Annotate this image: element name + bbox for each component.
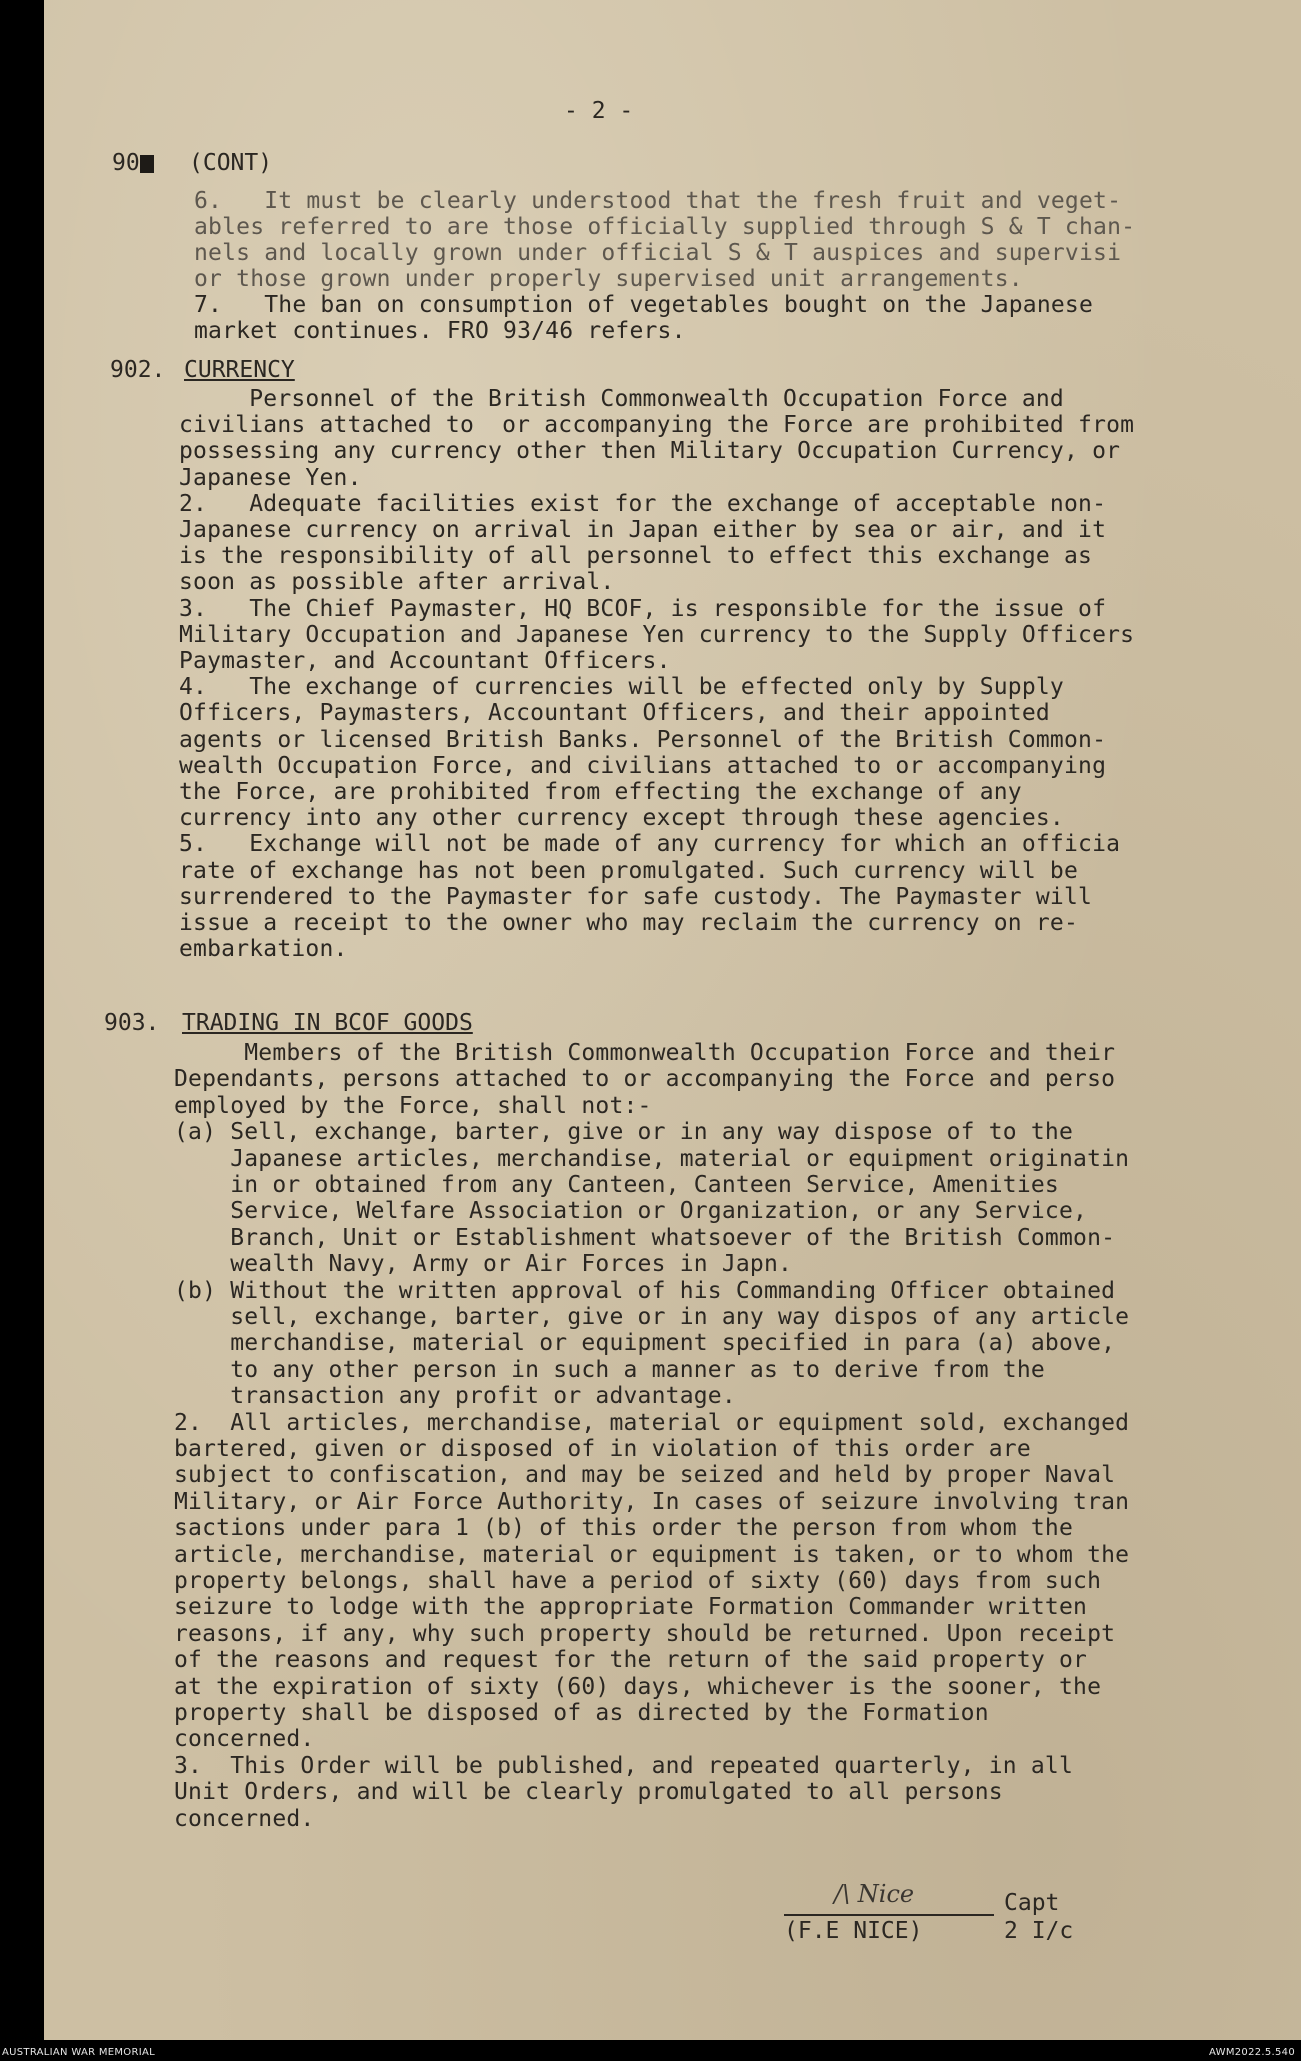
text-line: Officers, Paymasters, Accountant Officers, and their appointed: [179, 700, 1050, 727]
text-line: market continues. FRO 93/46 refers.: [194, 318, 686, 344]
signature-rank: Capt: [1004, 1890, 1060, 1916]
section-903-title: TRADING IN BCOF GOODS: [182, 1010, 473, 1036]
text-line: Japanese currency on arrival in Japan either by sea or air, and it: [179, 517, 1107, 543]
text-line: to any other person in such a manner as to derive from the: [174, 1356, 1045, 1383]
text-line: merchandise, material or equipment specified in para (a) above,: [174, 1330, 1116, 1357]
text-line: Branch, Unit or Establishment whatsoever of the British Common-: [174, 1224, 1116, 1251]
signature-underline: [784, 1914, 994, 1916]
section-902-title: CURRENCY: [184, 357, 295, 383]
document-page: [44, 0, 1301, 2040]
text-line: bartered, given or disposed of in violation of this order are: [174, 1436, 1031, 1462]
text-line: Military Occupation and Japanese Yen currency to the Supply Officers: [179, 621, 1135, 648]
text-line: of the reasons and request for the return of the said property or: [174, 1647, 1088, 1674]
text-line: 6. It must be clearly understood that the fresh fruit and veget-: [194, 188, 1122, 214]
text-line: surrendered to the Paymaster for safe custody. The Paymaster will: [179, 883, 1093, 910]
text-line: currency into any other currency except through these agencies.: [179, 805, 1064, 832]
text-line: wealth Occupation Force, and civilians attached to or accompanying: [179, 752, 1107, 779]
text-line: Service, Welfare Association or Organization, or any Service,: [174, 1198, 1088, 1225]
text-line: sell, exchange, barter, give or in any way dispos of any article: [174, 1304, 1130, 1330]
text-line: transaction any profit or advantage.: [174, 1383, 736, 1410]
text-line: (a) Sell, exchange, barter, give or in any way dispose of to the: [174, 1119, 1074, 1146]
text-line: ables referred to are those officially supplied through S & T chan-: [194, 214, 1136, 240]
text-line: 2. All articles, merchandise, material or equipment sold, exchanged: [174, 1409, 1130, 1436]
cont-heading: (CONT): [189, 150, 273, 176]
text-line: 5. Exchange will not be made of any currency for which an officia: [179, 831, 1121, 858]
text-line: concerned.: [174, 1805, 315, 1832]
text-line: property shall be disposed of as directed by the Formation: [174, 1700, 989, 1726]
text-line: 2. Adequate facilities exist for the exchange of acceptable non-: [179, 490, 1107, 517]
text-line: issue a receipt to the owner who may reclaim the currency on re-: [179, 910, 1079, 936]
text-line: civilians attached to or accompanying the Force are prohibited from: [179, 412, 1135, 439]
text-line: 4. The exchange of currencies will be effected only by Supply: [179, 674, 1064, 701]
footer-left: AUSTRALIAN WAR MEMORIAL: [2, 2047, 155, 2058]
text-line: Members of the British Commonwealth Occupation Force and their: [174, 1040, 1116, 1066]
section-903-number: 903.: [104, 1010, 160, 1036]
text-line: embarkation.: [179, 936, 348, 963]
text-line: the Force, are prohibited from effecting the exchange of any: [179, 779, 1022, 805]
signature-name: (F.E NICE): [784, 1918, 923, 1944]
text-line: nels and locally grown under official S & T auspices and supervisi: [194, 240, 1122, 266]
text-line: 7. The ban on consumption of vegetables bought on the Japanese: [194, 292, 1094, 318]
text-line: in or obtained from any Canteen, Canteen Service, Amenities: [174, 1172, 1059, 1198]
text-line: employed by the Force, shall not:-: [174, 1092, 652, 1119]
text-line: Japanese articles, merchandise, material or equipment originatin: [174, 1145, 1130, 1172]
text-line: seizure to lodge with the appropriate Formation Commander written: [174, 1594, 1088, 1621]
text-line: sactions under para 1 (b) of this order the person from whom the: [174, 1515, 1074, 1542]
section-901-number: 90: [112, 150, 154, 176]
text-line: (b) Without the written approval of his Commanding Officer obtained: [174, 1277, 1116, 1304]
text-line: 3. This Order will be published, and repeated quarterly, in all: [174, 1752, 1074, 1779]
text-line: Unit Orders, and will be clearly promulgated to all persons: [174, 1779, 1003, 1806]
text-line: Japanese Yen.: [179, 464, 362, 491]
page-number: - 2 -: [564, 98, 634, 124]
text-line: concerned.: [174, 1726, 315, 1753]
signature-appointment: 2 I/c: [1004, 1918, 1074, 1944]
text-line: 3. The Chief Paymaster, HQ BCOF, is responsible for the issue of: [179, 595, 1107, 622]
handwritten-signature: /\ Nice: [834, 1880, 915, 1908]
text-line: subject to confiscation, and may be seized and held by proper Naval: [174, 1462, 1116, 1489]
text-line: Dependants, persons attached to or accompanying the Force and perso: [174, 1066, 1116, 1093]
text-line: wealth Navy, Army or Air Forces in Japn.: [174, 1251, 793, 1278]
text-line: reasons, if any, why such property should be returned. Upon receipt: [174, 1620, 1116, 1647]
section-902-number: 902.: [110, 357, 166, 383]
text-line: rate of exchange has not been promulgated. Such currency will be: [179, 857, 1079, 884]
text-line: is the responsibility of all personnel to effect this exchange as: [179, 543, 1093, 570]
text-line: at the expiration of sixty (60) days, whichever is the sooner, the: [174, 1673, 1102, 1700]
text-line: Paymaster, and Accountant Officers.: [179, 648, 671, 674]
text-line: article, merchandise, material or equipment is taken, or to whom the: [174, 1541, 1130, 1568]
text-line: agents or licensed British Banks. Personnel of the British Common-: [179, 726, 1107, 753]
text-line: Personnel of the British Commonwealth Occupation Force and: [179, 386, 1064, 412]
text-line: Military, or Air Force Authority, In cases of seizure involving tran: [174, 1488, 1130, 1515]
footer-right: AWM2022.5.540: [1209, 2047, 1295, 2058]
text-line: possessing any currency other then Military Occupation Currency, or: [179, 438, 1121, 465]
text-line: or those grown under properly supervised unit arrangements.: [194, 266, 1023, 292]
text-line: property belongs, shall have a period of sixty (60) days from such: [174, 1568, 1102, 1594]
text-line: soon as possible after arrival.: [179, 569, 615, 596]
